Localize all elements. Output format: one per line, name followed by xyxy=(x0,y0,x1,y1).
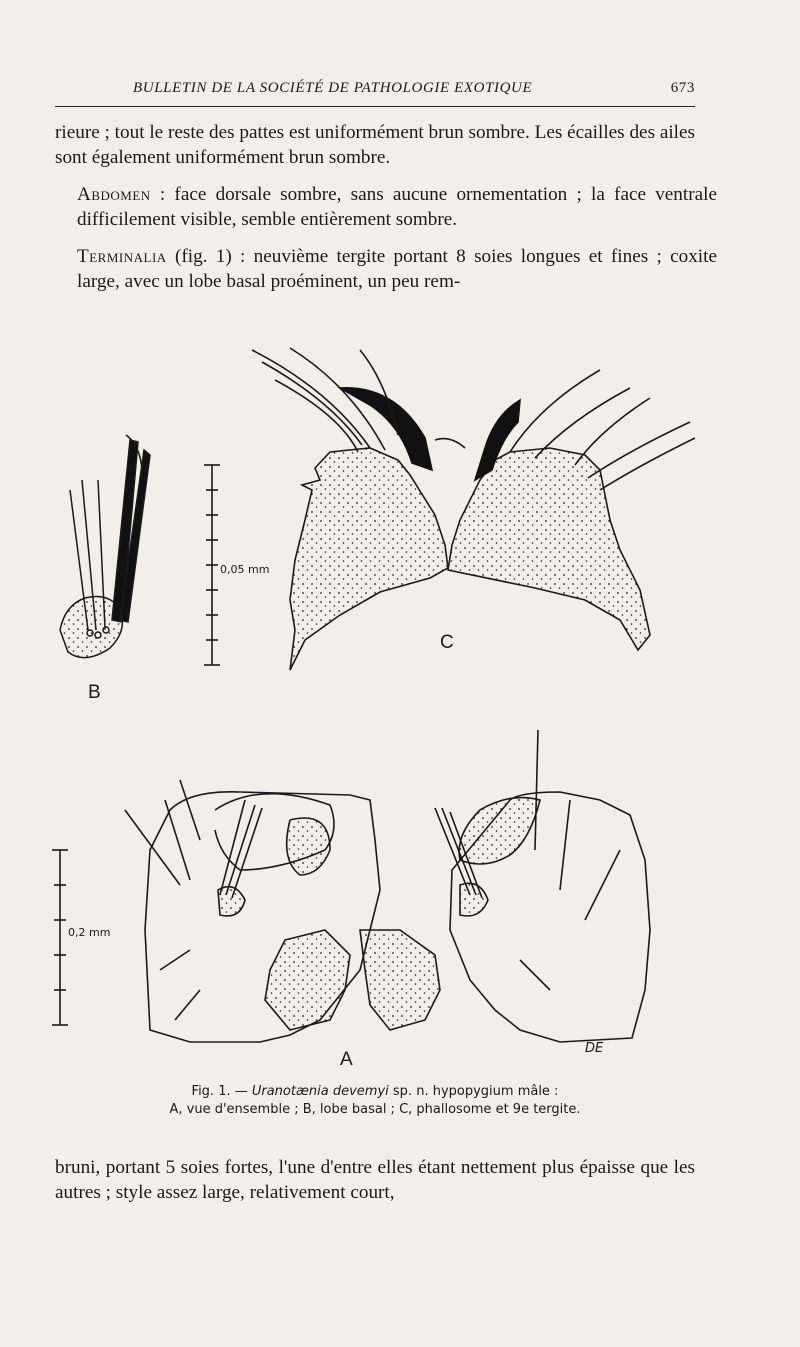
species-name: Uranotænia devemyi xyxy=(251,1084,389,1099)
scale-label-large: 0,2 mm xyxy=(68,926,111,939)
journal-title: BULLETIN DE LA SOCIÉTÉ DE PATHOLOGIE EXOTIQUE xyxy=(133,80,533,96)
panel-label-b: B xyxy=(88,682,101,703)
abdomen-text: : face dorsale sombre, sans aucune ornementation ; la face ventrale difficilement visible, semble entièrement sombre. xyxy=(77,184,717,230)
panel-label-a: A xyxy=(340,1049,353,1070)
panel-label-c: C xyxy=(440,632,454,653)
figure-caption xyxy=(55,1083,695,1119)
section-lead-terminalia: Terminalia xyxy=(77,246,167,267)
paragraph-terminalia xyxy=(55,244,717,294)
section-lead-abdomen: Abdomen xyxy=(77,184,151,205)
paragraph-4: bruni, portant 5 soies fortes, l'une d'entre elles étant nettement plus épaisse que les autres ; style assez large, relativement court, xyxy=(55,1157,695,1203)
caption-line-1: Fig. 1. — Uranotænia devemyi sp. n. hypopygium mâle : xyxy=(191,1084,559,1099)
panel-a-drawing xyxy=(125,730,650,1042)
figure-1 xyxy=(40,330,760,1080)
scale-bar-large xyxy=(52,850,68,1025)
figure-drawing xyxy=(40,330,760,1080)
panel-b-drawing xyxy=(60,435,150,658)
paragraph-1: rieure ; tout le reste des pattes est uniformément brun sombre. Les écailles des ailes sont également uniformément brun sombre. xyxy=(55,122,695,168)
terminalia-text: (fig. 1) : neuvième tergite portant 8 soies longues et fines ; coxite large, avec un lobe basal proéminent, un peu rem- xyxy=(77,246,717,292)
header-rule xyxy=(55,106,695,107)
page-number: 673 xyxy=(670,80,695,96)
caption-line-2: A, vue d'ensemble ; B, lobe basal ; C, phallosome et 9e tergite. xyxy=(169,1102,581,1117)
panel-c-drawing xyxy=(252,348,695,670)
artist-signature: DE xyxy=(585,1041,604,1056)
scale-label-small: 0,05 mm xyxy=(220,563,270,576)
scale-bar-small xyxy=(204,465,220,665)
running-header xyxy=(55,78,695,104)
paragraph-abdomen xyxy=(55,182,717,232)
